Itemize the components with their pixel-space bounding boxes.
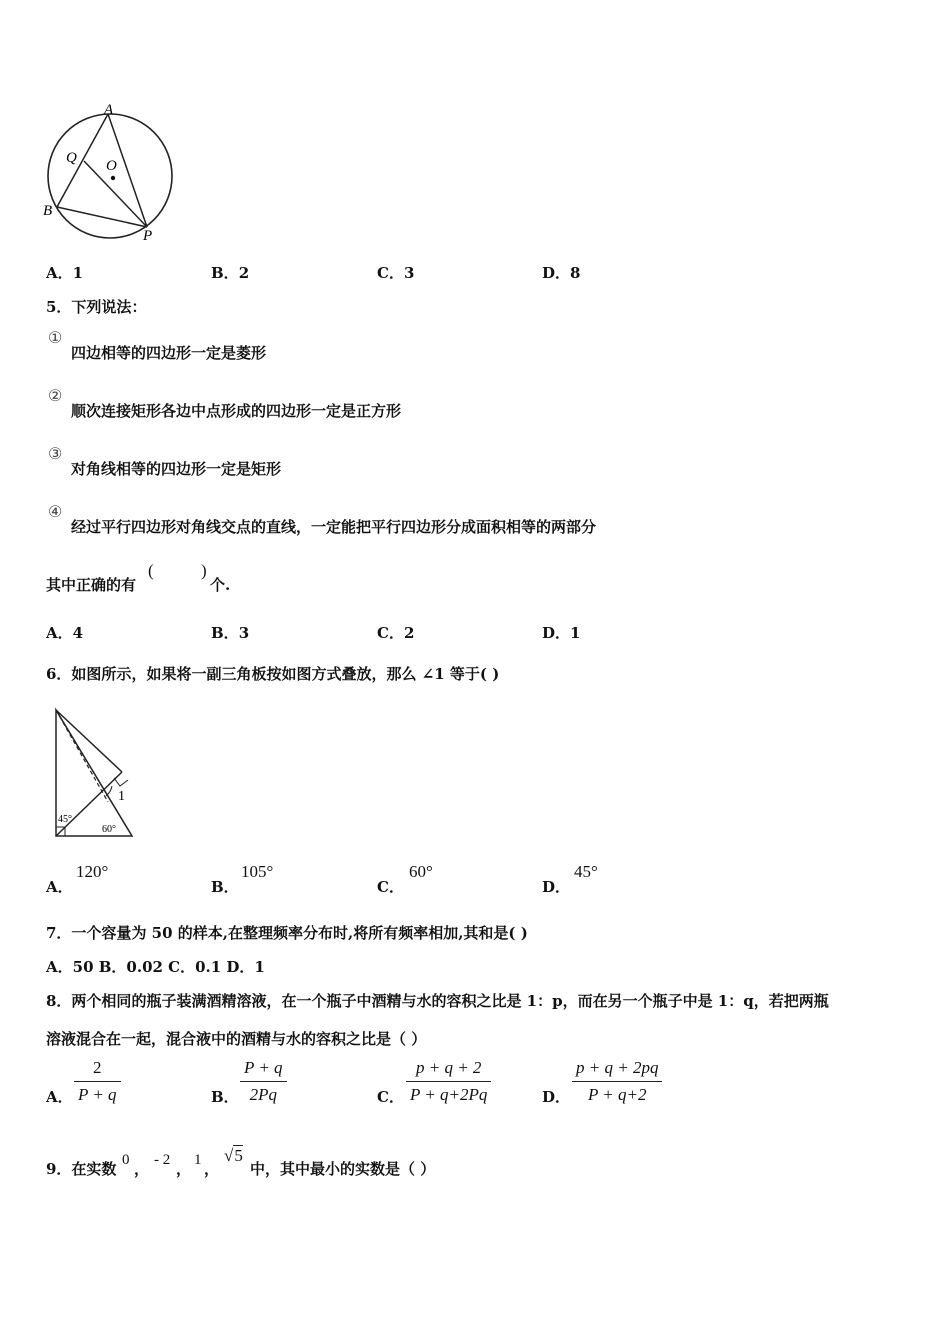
label-b: B [43,203,53,219]
option-letter: D． [542,264,571,282]
q5-mark-3: ③ [48,444,63,463]
q9-suffix: 中，其中最小的实数是（ ） [250,1160,436,1178]
radicand: 5 [234,1146,243,1165]
option-letter: B． [211,624,239,642]
option-letter: C． [377,878,404,896]
denominator: P + q+2 [587,1085,647,1104]
q5-paren-close: ) [201,561,207,580]
option-value: 8 [570,264,581,282]
q5-option-b[interactable] [211,622,249,643]
label-p: P [143,228,153,244]
q9-prefix: 9．在实数 [46,1160,117,1178]
q8-stem-line-1: 8．两个相同的瓶子装满酒精溶液，在一个瓶子中酒精与水的容积之比是 1：p，而在另一个瓶子中是 1：q，若把两瓶 [46,992,829,1010]
q5-statement-3: 对角线相等的四边形一定是矩形 [71,460,282,478]
option-letter: B． [211,878,239,896]
q7-stem: 7．一个容量为 50 的样本,在整理频率分布时,将所有频率相加,其和是( ) [46,924,528,942]
numerator: P + q [240,1058,287,1082]
q5-conclusion-pre: 其中正确的有 [46,576,137,594]
label-a: A [104,102,114,118]
q4-option-c[interactable] [377,262,414,283]
q5-option-a[interactable] [46,622,83,643]
q8-stem-line-2: 溶液混合在一起，混合液中的酒精与水的容积之比是（ ） [46,1030,427,1048]
numerator: p + q + 2pq [572,1058,662,1082]
denominator: 2Pq [249,1085,277,1104]
option-value: 1 [570,624,581,642]
option-letter: C． [377,624,404,642]
center-dot [111,176,115,180]
q5-conclusion-post: 个. [210,576,231,594]
option-letter: B． [211,264,239,282]
label-45: 45° [58,814,72,825]
option-letter: A． [46,878,73,896]
q5-mark-2: ② [48,386,63,405]
option-letter: C． [377,264,404,282]
q9-sep-2: ， [176,1160,192,1178]
q9-number-0: 0 [122,1152,130,1168]
radical-sign: √ [224,1146,234,1165]
q8-option-c-fraction [406,1058,491,1105]
triangle-60-hyp [56,710,122,772]
q8-option-b-letter[interactable]: B． [211,1088,239,1106]
q8-option-c-letter[interactable]: C． [377,1088,404,1106]
q5-stem: 5．下列说法： [46,298,147,316]
label-q: Q [66,150,77,166]
option-value: 60° [409,862,433,881]
option-value: 3 [403,264,415,282]
q8-option-d-fraction [572,1058,662,1105]
q5-statement-1: 四边相等的四边形一定是菱形 [71,344,267,362]
chord-ab [57,114,108,207]
label-60: 60° [102,824,116,835]
q8-option-d-letter[interactable]: D． [542,1088,571,1106]
q5-option-d[interactable] [542,622,580,643]
q5-option-c[interactable] [377,622,414,643]
dashed-line [56,710,108,802]
denominator: P + q [78,1085,117,1104]
option-letter: D． [542,624,571,642]
label-angle-1: 1 [118,789,125,804]
q5-mark-1: ① [48,328,63,347]
q8-option-b-fraction [240,1058,287,1105]
option-value: 45° [574,862,598,881]
q5-statement-4: 经过平行四边形对角线交点的直线，一定能把平行四边形分成面积相等的两部分 [71,518,597,536]
option-letter: A． [46,264,73,282]
option-letter: D． [542,878,571,896]
numerator: 2 [74,1058,121,1082]
q9-number-1: 1 [194,1152,202,1168]
q6-triangles-figure [48,706,140,840]
option-value: 105° [241,862,274,881]
q8-option-a-letter[interactable]: A． [46,1088,73,1106]
q4-option-b[interactable] [211,262,249,283]
option-letter: A． [46,624,73,642]
q7-options[interactable]: A．50 B．0.02 C．0.1 D．1 [46,958,265,976]
q5-statement-2: 顺次连接矩形各边中点形成的四边形一定是正方形 [71,402,402,420]
option-value: 2 [238,264,250,282]
numerator: p + q + 2 [406,1058,491,1082]
q9-number-neg2: - 2 [154,1152,171,1168]
right-angle-mark-top [114,778,128,786]
label-o: O [106,158,117,174]
q4-circle-figure [40,100,180,246]
denominator: P + q+2Pq [410,1085,488,1104]
q8-option-a-fraction [74,1058,121,1105]
option-value: 120° [76,862,109,881]
q9-sqrt5 [224,1146,243,1166]
q4-option-d[interactable] [542,262,580,283]
option-value: 2 [403,624,415,642]
option-value: 1 [72,264,84,282]
q6-stem: 6．如图所示，如果将一副三角板按如图方式叠放，那么 ∠1 等于( ) [46,665,500,683]
q5-mark-4: ④ [48,502,63,521]
option-value: 3 [238,624,250,642]
q5-paren-open: ( [148,561,154,580]
q9-sep-3: ， [204,1160,220,1178]
q4-option-a[interactable] [46,262,83,283]
option-value: 4 [72,624,84,642]
q9-sep-1: ， [134,1160,150,1178]
